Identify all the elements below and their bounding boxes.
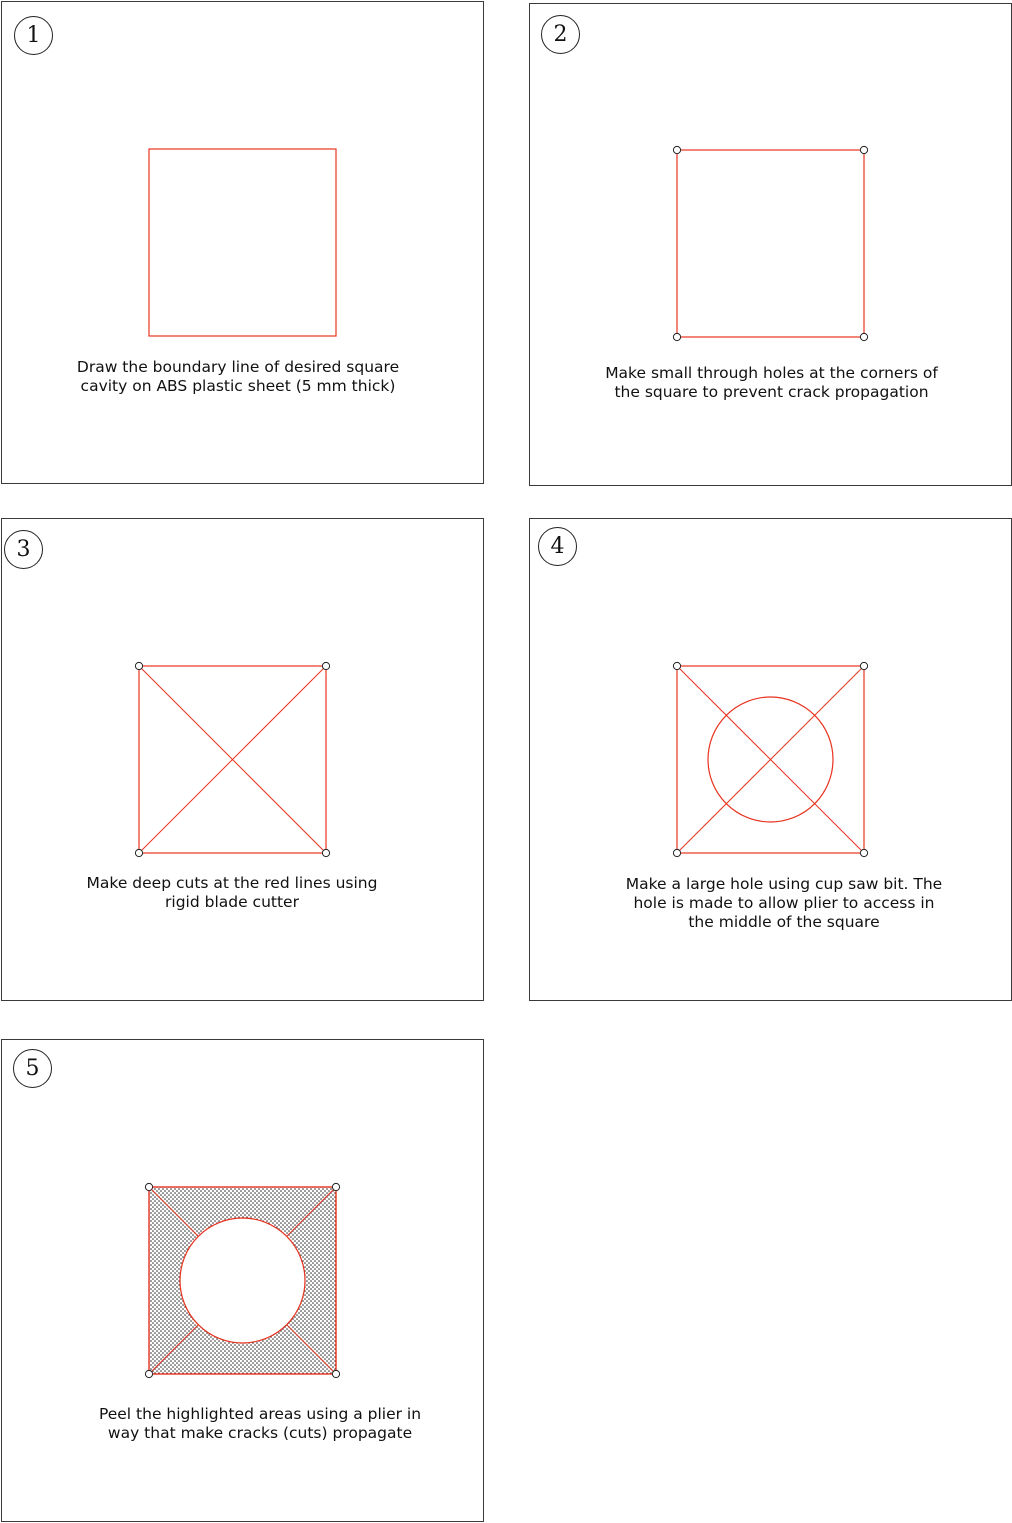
step-3-panel [1,518,484,1001]
step-2-figure [530,4,1011,485]
step-caption [530,364,1012,402]
caption-line: the middle of the square [688,913,880,931]
corner-hole [860,333,867,340]
step-number-badge: 3 [4,530,43,569]
step-number-badge: 5 [13,1049,52,1088]
corner-hole [145,1183,152,1190]
step-4-panel [529,518,1012,1001]
caption-line: Make small through holes at the corners of [605,364,938,382]
corner-hole [860,662,867,669]
step-caption [530,875,1012,932]
corner-hole [673,146,680,153]
caption-line: Draw the boundary line of desired square [76,358,400,376]
corner-hole [322,662,329,669]
step-1-panel [1,1,484,484]
caption-line: Make deep cuts at the red lines using [86,874,378,892]
caption-line: rigid blade cutter [165,893,299,911]
corner-hole [135,849,142,856]
caption-line: Make a large hole using cup saw bit. The [625,875,943,893]
corner-hole [332,1183,339,1190]
square-boundary-line [677,150,864,337]
corner-hole [860,146,867,153]
caption-line: Peel the highlighted areas using a plier in [98,1405,422,1423]
corner-hole [673,333,680,340]
step-5-figure [2,1040,483,1521]
step-caption [2,358,474,396]
step-2-panel [529,3,1012,486]
corner-hole [332,1370,339,1377]
corner-hole [145,1370,152,1377]
step-1-figure [2,2,483,483]
corner-hole [860,849,867,856]
corner-hole [135,662,142,669]
square-boundary-line [149,149,336,336]
corner-hole [322,849,329,856]
step-number-badge: 4 [538,527,577,566]
corner-hole [673,662,680,669]
caption-line: hole is made to allow plier to access in [633,894,935,912]
caption-line: the square to prevent crack propagation [614,383,929,401]
step-3-figure [2,519,483,1000]
corner-hole [673,849,680,856]
step-number-badge: 2 [541,15,580,54]
step-caption [2,874,462,912]
caption-line: cavity on ABS plastic sheet (5 mm thick) [80,377,396,395]
step-caption [2,1405,518,1443]
caption-line: way that make cracks (cuts) propagate [107,1424,413,1442]
cup-saw-hole [180,1218,305,1343]
step-number-badge: 1 [14,16,53,55]
step-5-panel [1,1039,484,1522]
